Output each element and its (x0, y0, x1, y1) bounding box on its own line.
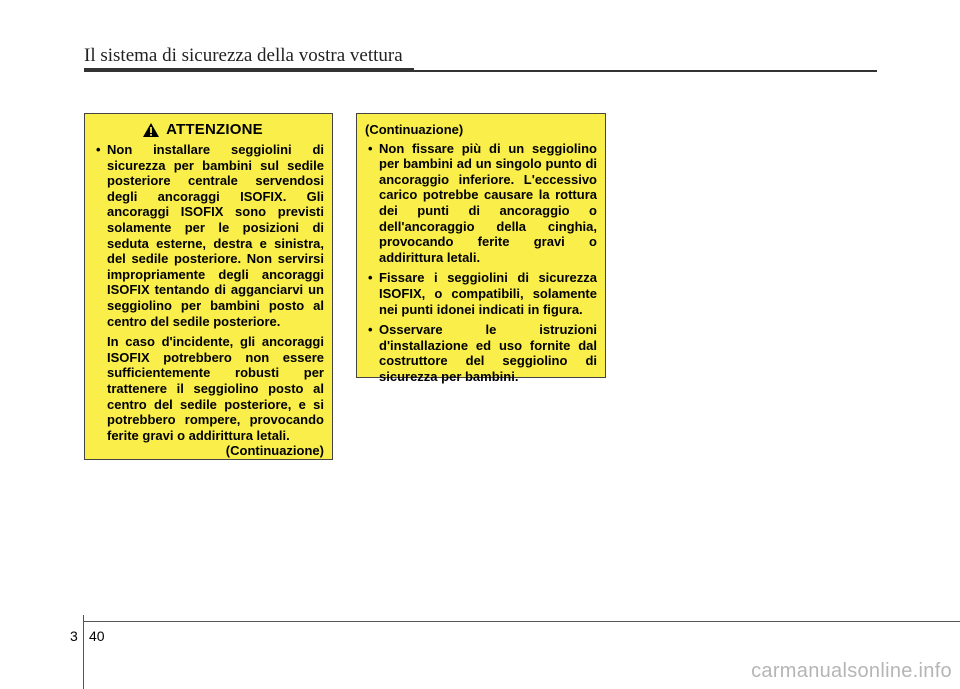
continuation-label: (Continuazione) (365, 122, 464, 137)
list-item: • Non fissare più di un seggiolino per bambini ad un singolo punto di ancoraggio inferiore. L'eccessivo carico potrebbe causare la rottura dei punti di ancoraggio o dell'ancoraggio della cinghia, provocando ferite gravi o addirittura letali. (365, 141, 597, 266)
continuation-label: (Continuazione) (225, 443, 324, 459)
page-number: 40 (89, 628, 105, 644)
watermark-logo: carmanualsonline.info (751, 660, 952, 682)
footer-divider-vertical (83, 615, 84, 689)
warning-header (81, 122, 324, 138)
warning-paragraph: In caso d'incidente, gli ancoraggi ISOFIX potrebbero non essere sufficientemente robusti per trattenere il seggiolino posto al centro del sedile posteriore, e si potrebbero rompere, provocando ferite gravi o addirittura letali. (107, 334, 324, 443)
list-item: • Osservare le istruzioni d'installazione ed uso fornite dal costruttore del seggiolino di sicurezza per bambini. (365, 322, 597, 384)
warning-box-left (84, 113, 333, 460)
warning-list-right (365, 141, 597, 385)
page-header-title: Il sistema di sicurezza della vostra vettura (84, 45, 403, 66)
warning-list-left (93, 142, 324, 329)
warning-triangle-icon (142, 122, 160, 138)
footer-divider-horizontal (83, 621, 960, 622)
chapter-number: 3 (70, 628, 78, 644)
list-item: • Fissare i seggiolini di sicurezza ISOFIX, o compatibili, solamente nei punti idonei indicati in figura. (365, 270, 597, 317)
header-rule-accent (84, 68, 414, 72)
list-item: • Non installare seggiolini di sicurezza per bambini sul sedile posteriore centrale servendosi degli ancoraggi ISOFIX. Gli ancoraggi ISOFIX sono previsti solamente per le posizioni di seduta esterne, destra e sinistra, del sedile posteriore. Non servirsi impropriamente degli ancoraggi ISOFIX tentando di agganciarvi un seggiolino per bambini posto al centro del sedile posteriore. (93, 142, 324, 329)
warning-title: ATTENZIONE (166, 121, 263, 139)
warning-box-right (356, 113, 606, 384)
